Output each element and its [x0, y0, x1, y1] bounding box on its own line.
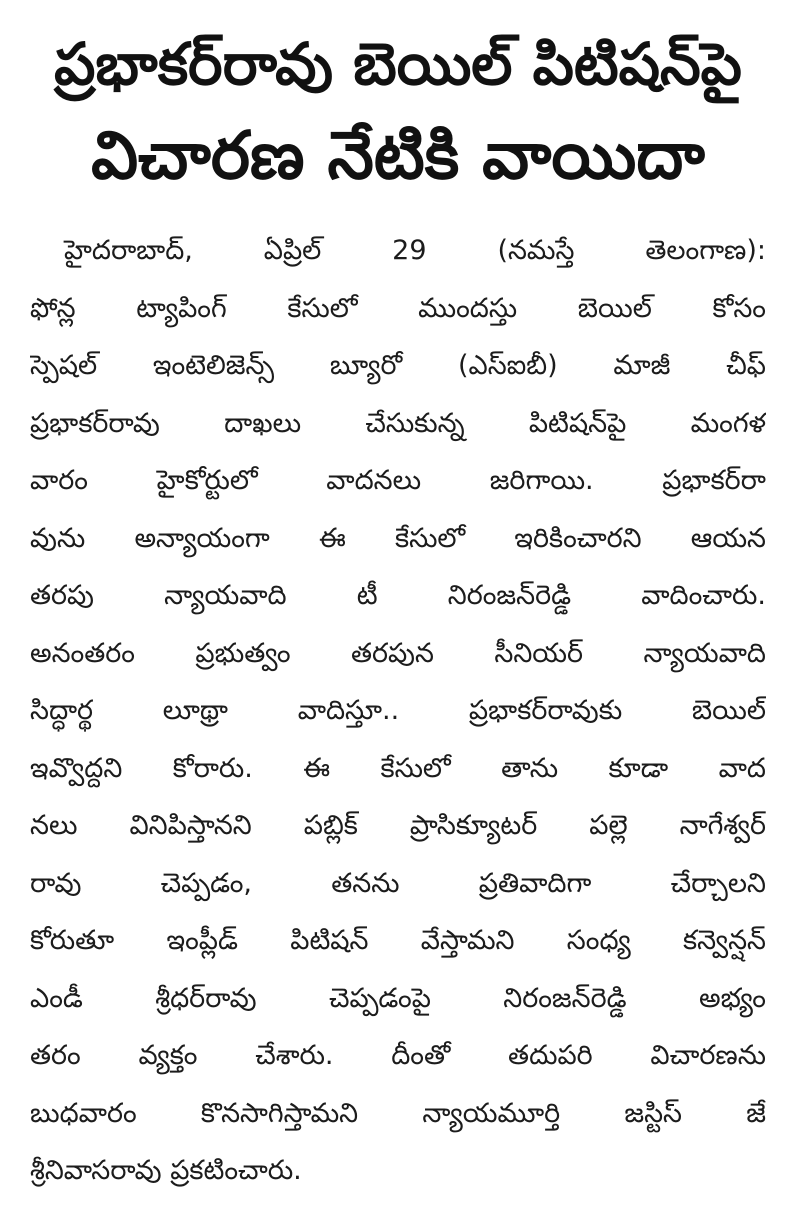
body-line-dateline: హైదరాబాద్‌, ఏప్రిల్‌ 29 (నమస్తే తెలంగాణ):	[64, 235, 766, 266]
body-line: కోరుతూ ఇంప్లీడ్‌ పిటిషన్‌ వేస్తామని సంధ్య కన్వెన్షన్‌	[30, 925, 766, 956]
headline-line-1: ప్రభాకర్‌రావు బెయిల్‌ పిటిషన్‌పై	[54, 30, 742, 98]
article-body	[30, 222, 766, 1200]
body-line: సిద్ధార్థ లూథ్రా వాదిస్తూ.. ప్రభాకర్‌రావుకు బెయిల్‌	[30, 695, 766, 726]
body-line-final: శ్రీనివాసరావు ప్రకటించారు.	[30, 1155, 302, 1186]
body-line: వును అన్యాయంగా ఈ కేసులో ఇరికించారని ఆయన	[30, 522, 766, 554]
body-line: ఎండీ శ్రీధర్‌రావు చెప్పడంపై నిరంజన్‌రెడ్డి అభ్యం	[30, 982, 766, 1014]
body-line: బుధవారం కొనసాగిస్తామని న్యాయమూర్తి జస్టిస్‌ జే	[30, 1097, 766, 1129]
headline-line-2: విచారణ నేటికి వాయిదా	[91, 117, 705, 194]
body-line: ప్రభాకర్‌రావు దాఖలు చేసుకున్న పిటిషన్‌పై మంగళ	[30, 407, 766, 439]
body-line: ఇవ్వొద్దని కోరారు. ఈ కేసులో తాను కూడా వాద	[30, 752, 766, 784]
body-line: తరం వ్యక్తం చేశారు. దీంతో తదుపరి విచారణను	[30, 1040, 766, 1071]
body-line: ఫోన్ల ట్యాపింగ్‌ కేసులో ముందస్తు బెయిల్‌ కోసం	[30, 292, 766, 324]
body-line: తరపు న్యాయవాది టీ నిరంజన్‌రెడ్డి వాదించారు.	[30, 580, 766, 611]
body-line: నలు వినిపిస్తానని పబ్లిక్‌ ప్రాసిక్యూటర్‌ పల్లె నాగేశ్వర్‌	[30, 810, 766, 841]
body-line: రావు చెప్పడం, తనను ప్రతివాదిగా చేర్చాలని	[30, 867, 766, 899]
body-line: వారం హైకోర్టులో వాదనలు జరిగాయి. ప్రభాకర్‌రా	[30, 465, 766, 496]
body-line: అనంతరం ప్రభుత్వం తరపున సీనియర్‌ న్యాయవాది	[30, 637, 766, 669]
body-line: స్పెషల్‌ ఇంటెలిజెన్స్‌ బ్యూరో (ఎస్‌ఐబీ) మాజీ చీఫ్‌	[30, 350, 766, 381]
